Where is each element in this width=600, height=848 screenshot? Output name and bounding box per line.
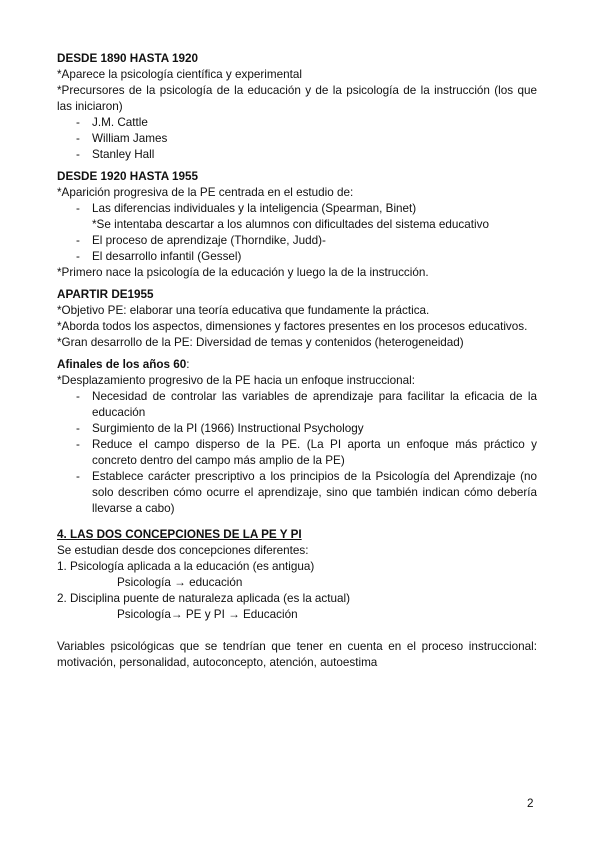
document-page bbox=[57, 51, 537, 677]
dash-marker: - bbox=[76, 438, 80, 451]
dash-marker: - bbox=[76, 470, 80, 483]
list-item: - J.M. Cattle bbox=[76, 116, 148, 129]
numbered-item: 2. Disciplina puente de naturaleza aplicada (es la actual) bbox=[57, 592, 351, 605]
page-number: 2 bbox=[527, 797, 534, 810]
section-heading: 4. LAS DOS CONCEPCIONES DE LA PE Y PI bbox=[57, 528, 302, 541]
list-item: - Establece carácter prescriptivo a los principios de la Psicología del Aprendizaje (no solo describen cómo ocurre el aprendizaje, sino que también indican cómo debería llevarse a cabo) bbox=[76, 470, 537, 515]
section-two-conceptions bbox=[57, 527, 537, 671]
section-heading: DESDE 1920 HASTA 1955 bbox=[57, 170, 198, 183]
dash-marker: - bbox=[76, 202, 80, 215]
list-item: - Stanley Hall bbox=[76, 148, 155, 161]
section-1890-1920 bbox=[57, 51, 537, 163]
paragraph: *Aborda todos los aspectos, dimensiones y factores presentes en los procesos educativos. bbox=[57, 320, 528, 333]
dash-list bbox=[57, 201, 537, 265]
section-heading: APARTIR DE1955 bbox=[57, 288, 154, 301]
section-heading-line bbox=[57, 357, 537, 373]
section-heading: Afinales de los años 60 bbox=[57, 358, 187, 371]
list-item: - El desarrollo infantil (Gessel) bbox=[76, 250, 242, 263]
dash-list bbox=[57, 115, 537, 163]
paragraph: Se estudian desde dos concepciones diferentes: bbox=[57, 544, 309, 557]
paragraph: *Gran desarrollo de la PE: Diversidad de temas y contenidos (heterogeneidad) bbox=[57, 336, 464, 349]
dash-marker: - bbox=[76, 234, 80, 247]
list-item: - William James bbox=[76, 132, 168, 145]
paragraph: *Precursores de la psicología de la educación y de la psicología de la instrucción (los que las iniciaron) bbox=[57, 84, 537, 113]
list-item: - El proceso de aprendizaje (Thorndike, Judd)- bbox=[76, 234, 326, 247]
paragraph: *Primero nace la psicología de la educación y luego la de la instrucción. bbox=[57, 266, 429, 279]
numbered-item: 1. Psicología aplicada a la educación (es antigua) bbox=[57, 560, 315, 573]
dash-marker: - bbox=[76, 132, 80, 145]
list-item: - Las diferencias individuales y la inteligencia (Spearman, Binet) bbox=[76, 202, 417, 215]
paragraph: *Aparición progresiva de la PE centrada en el estudio de: bbox=[57, 186, 354, 199]
list-item: - Reduce el campo disperso de la PE. (La PI aporta un enfoque más práctico y concreto dentro del campo más amplio de la PE) bbox=[76, 438, 537, 467]
paragraph: *Objetivo PE: elaborar una teoría educativa que fundamente la práctica. bbox=[57, 304, 430, 317]
paragraph: *Aparece la psicología científica y experimental bbox=[57, 68, 302, 81]
section-late-60s bbox=[57, 357, 537, 517]
dash-marker: - bbox=[76, 148, 80, 161]
section-heading: DESDE 1890 HASTA 1920 bbox=[57, 52, 198, 65]
list-item: - Surgimiento de la PI (1966) Instructional Psychology bbox=[76, 422, 364, 435]
dash-marker: - bbox=[76, 250, 80, 263]
formula-line: Psicología→ PE y PI → Educación bbox=[117, 608, 298, 621]
dash-marker: - bbox=[76, 422, 80, 435]
list-item: - Necesidad de controlar las variables de aprendizaje para facilitar la eficacia de la educación bbox=[76, 390, 537, 419]
dash-marker: - bbox=[76, 116, 80, 129]
section-from-1955 bbox=[57, 287, 537, 351]
dash-marker: - bbox=[76, 390, 80, 403]
list-subnote: *Se intentaba descartar a los alumnos con dificultades del sistema educativo bbox=[92, 218, 489, 231]
dash-list bbox=[57, 389, 537, 517]
paragraph: Variables psicológicas que se tendrían que tener en cuenta en el proceso instruccional: motivación, personalidad, autoconcepto, atención, autoestima bbox=[57, 640, 537, 669]
heading-colon: : bbox=[186, 358, 190, 371]
section-1920-1955 bbox=[57, 169, 537, 281]
paragraph: *Desplazamiento progresivo de la PE hacia un enfoque instruccional: bbox=[57, 374, 415, 387]
spacer bbox=[57, 623, 537, 639]
formula-line: Psicología → educación bbox=[117, 576, 243, 589]
